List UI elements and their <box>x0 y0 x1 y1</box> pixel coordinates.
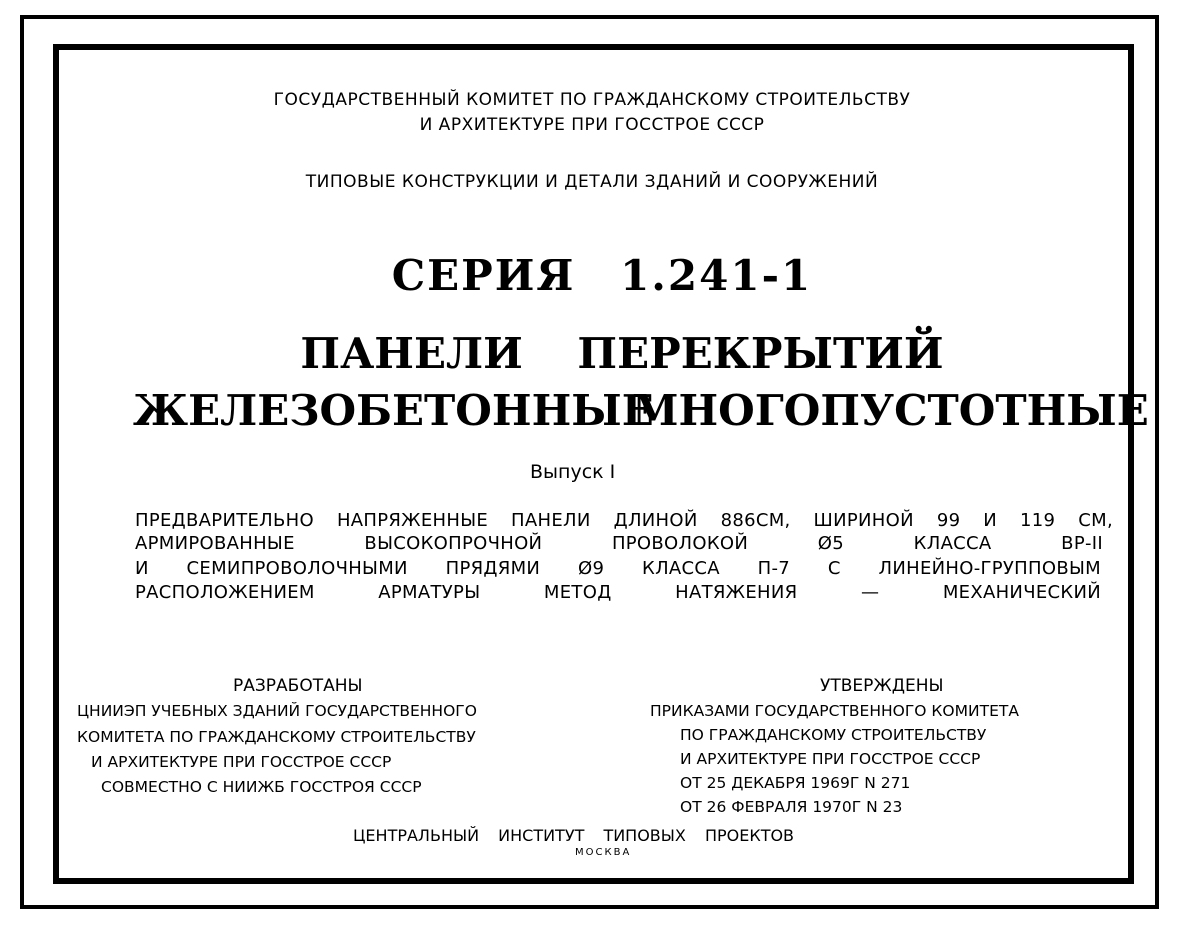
description-line-1: ПРЕДВАРИТЕЛЬНО НАПРЯЖЕННЫЕ ПАНЕЛИ ДЛИНОЙ 886СМ, ШИРИНОЙ 99 И 119 СМ, <box>135 510 1113 531</box>
city-label: МОСКВА <box>575 847 632 858</box>
org-line-2: И АРХИТЕКТУРЕ ПРИ ГОССТРОЕ СССР <box>419 115 765 135</box>
series-title: СЕРИЯ 1.241-1 <box>391 251 813 300</box>
description-line-4: РАСПОЛОЖЕНИЕМ АРМАТУРЫ МЕТОД НАТЯЖЕНИЯ — МЕХАНИЧЕСКИЙ <box>135 582 1101 603</box>
approved-line-2: ПО ГРАЖДАНСКОМУ СТРОИТЕЛЬСТВУ <box>680 726 987 744</box>
description-line-3: И СЕМИПРОВОЛОЧНЫМИ ПРЯДЯМИ Ø9 КЛАССА П-7 С ЛИНЕЙНО-ГРУППОВЫМ <box>135 558 1101 579</box>
developed-line-1: ЦНИИЭП УЧЕБНЫХ ЗДАНИЙ ГОСУДАРСТВЕННОГО <box>77 702 477 720</box>
developed-line-4: СОВМЕСТНО С НИИЖБ ГОССТРОЯ СССР <box>101 778 422 796</box>
approved-line-1: ПРИКАЗАМИ ГОСУДАРСТВЕННОГО КОМИТЕТА <box>650 702 1019 720</box>
org-line-1: ГОСУДАРСТВЕННЫЙ КОМИТЕТ ПО ГРАЖДАНСКОМУ СТРОИТЕЛЬСТВУ <box>273 90 911 110</box>
description-line-2: АРМИРОВАННЫЕ ВЫСОКОПРОЧНОЙ ПРОВОЛОКОЙ Ø5 КЛАССА ВР-II <box>135 533 1103 554</box>
title-line-1: ПАНЕЛИ ПЕРЕКРЫТИЙ <box>300 329 944 378</box>
developed-line-2: КОМИТЕТА ПО ГРАЖДАНСКОМУ СТРОИТЕЛЬСТВУ <box>77 728 476 746</box>
issue-label: Выпуск I <box>530 461 616 483</box>
developed-heading: РАЗРАБОТАНЫ <box>233 676 363 696</box>
approved-line-5: ОТ 26 ФЕВРАЛЯ 1970Г N 23 <box>680 798 903 816</box>
approved-line-3: И АРХИТЕКТУРЕ ПРИ ГОССТРОЕ СССР <box>680 750 981 768</box>
title-line-2-right: МНОГОПУСТОТНЫЕ <box>632 386 1149 435</box>
developed-line-3: И АРХИТЕКТУРЕ ПРИ ГОССТРОЕ СССР <box>91 753 392 771</box>
institute-name: ЦЕНТРАЛЬНЫЙ ИНСТИТУТ ТИПОВЫХ ПРОЕКТОВ <box>353 826 795 845</box>
approved-heading: УТВЕРЖДЕНЫ <box>820 676 944 696</box>
title-line-2-left: ЖЕЛЕЗОБЕТОННЫЕ <box>133 386 654 435</box>
approved-line-4: ОТ 25 ДЕКАБРЯ 1969Г N 271 <box>680 774 911 792</box>
subtitle: ТИПОВЫЕ КОНСТРУКЦИИ И ДЕТАЛИ ЗДАНИЙ И СООРУЖЕНИЙ <box>305 172 879 192</box>
